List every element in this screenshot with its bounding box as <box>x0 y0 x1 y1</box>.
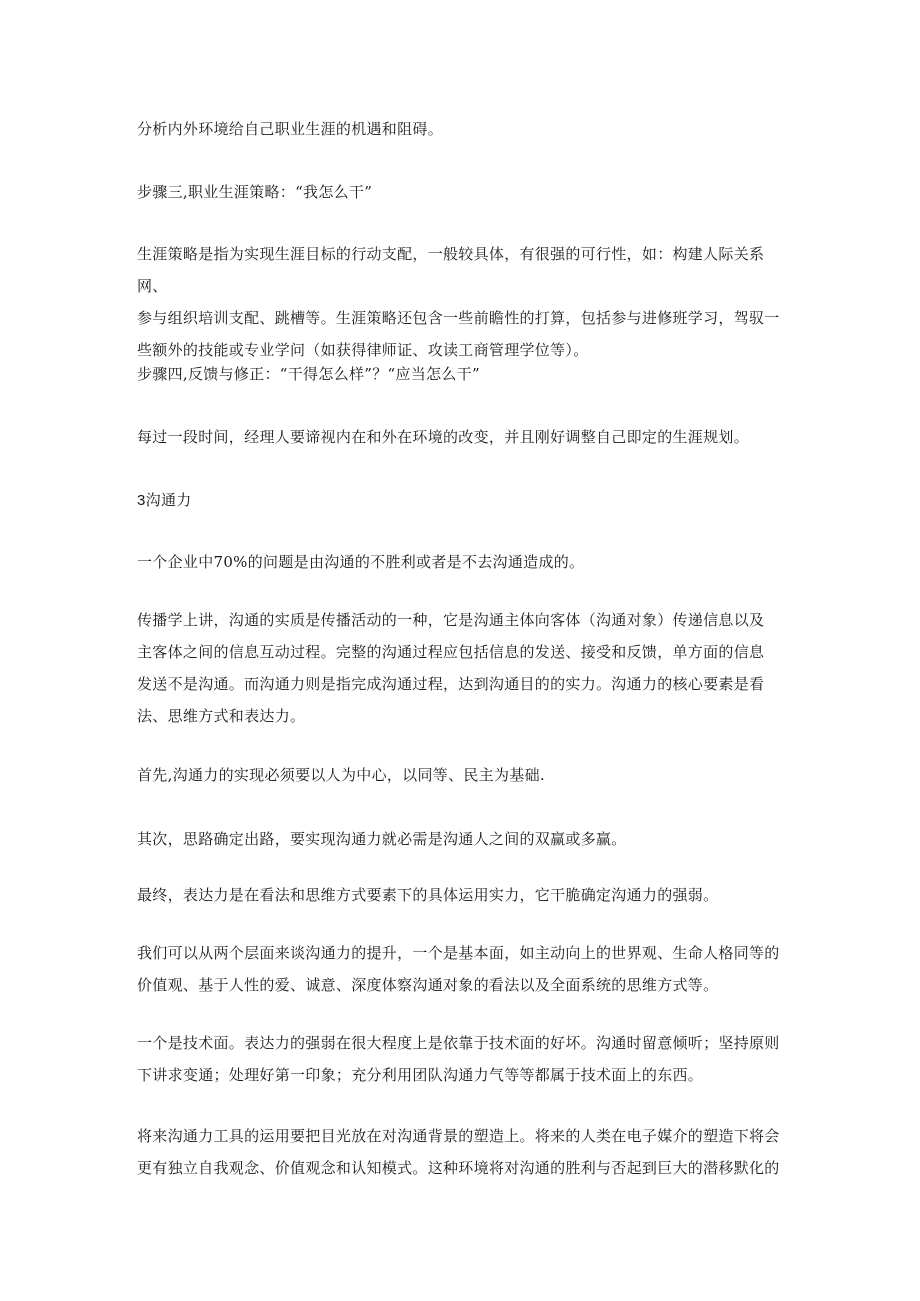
paragraph-future-tools: 将来沟通力工具的运用要把目光放在对沟通背景的塑造上。将来的人类在电子媒介的塑造下将会 更有独立自我观念、价值观念和认知模式。这种环境将对沟通的胜利与否起到巨大的潜移默化的 <box>137 1127 780 1177</box>
paragraph-finally: 最终，表达力是在看法和思维方式要素下的具体运用实力，它干脆确定沟通力的强弱。 <box>137 886 719 904</box>
paragraph-review-adjust: 每过一段时间，经理人要谛视内在和外在环境的改变，并且刚好调整自己即定的生涯规划。 <box>137 428 750 446</box>
paragraph-communication-stat: 一个企业中70%的问题是由沟通的不胜利或者是不去沟通造成的。 <box>137 553 585 571</box>
heading-step-four: 步骤四,反馈与修正：“干得怎么样”？“应当怎么干” <box>137 365 480 383</box>
paragraph-first: 首先,沟通力的实现必须要以人为中心，以同等、民主为基础. <box>137 766 545 784</box>
paragraph-two-levels: 我们可以从两个层面来谈沟通力的提升，一个是基本面，如主动向上的世界观、生命人格同等的 价值观、基于人性的爱、诚意、深度体察沟通对象的看法以及全面系统的思维方式等。 <box>137 944 780 994</box>
heading-step-three: 步骤三,职业生涯策略：“我怎么干” <box>137 183 373 201</box>
paragraph-environment-analysis: 分析内外环境给自己职业生涯的机遇和阻碍。 <box>137 120 444 138</box>
paragraph-second: 其次，思路确定出路，要实现沟通力就必需是沟通人之间的双赢或多赢。 <box>137 830 627 848</box>
heading-communication: 3沟通力 <box>137 492 192 509</box>
paragraph-career-strategy: 生涯策略是指为实现生涯目标的行动支配，一般较具体，有很强的可行性，如：构建人际关系网、 参与组织培训支配、跳槽等。生涯策略还包含一些前瞻性的打算，包括参与进修班学习，驾驭一 些额外的技能或专业学问（如获得律师证、攻读工商管理学位等）。 <box>137 245 780 359</box>
paragraph-technical-level: 一个是技术面。表达力的强弱在很大程度上是依靠于技术面的好坏。沟通时留意倾听；坚持原则 下讲求变通；处理好第一印象；充分利用团队沟通力气等等都属于技术面上的东西。 <box>137 1034 780 1084</box>
paragraph-communication-definition: 传播学上讲，沟通的实质是传播活动的一种，它是沟通主体向客体（沟通对象）传递信息以及 主客体之间的信息互动过程。完整的沟通过程应包括信息的发送、接受和反馈，单方面的信息 发送不是沟通。而沟通力则是指完成沟通过程，达到沟通目的的实力。沟通力的核心要素是看 法、思维方式和表达力。 <box>137 611 765 725</box>
